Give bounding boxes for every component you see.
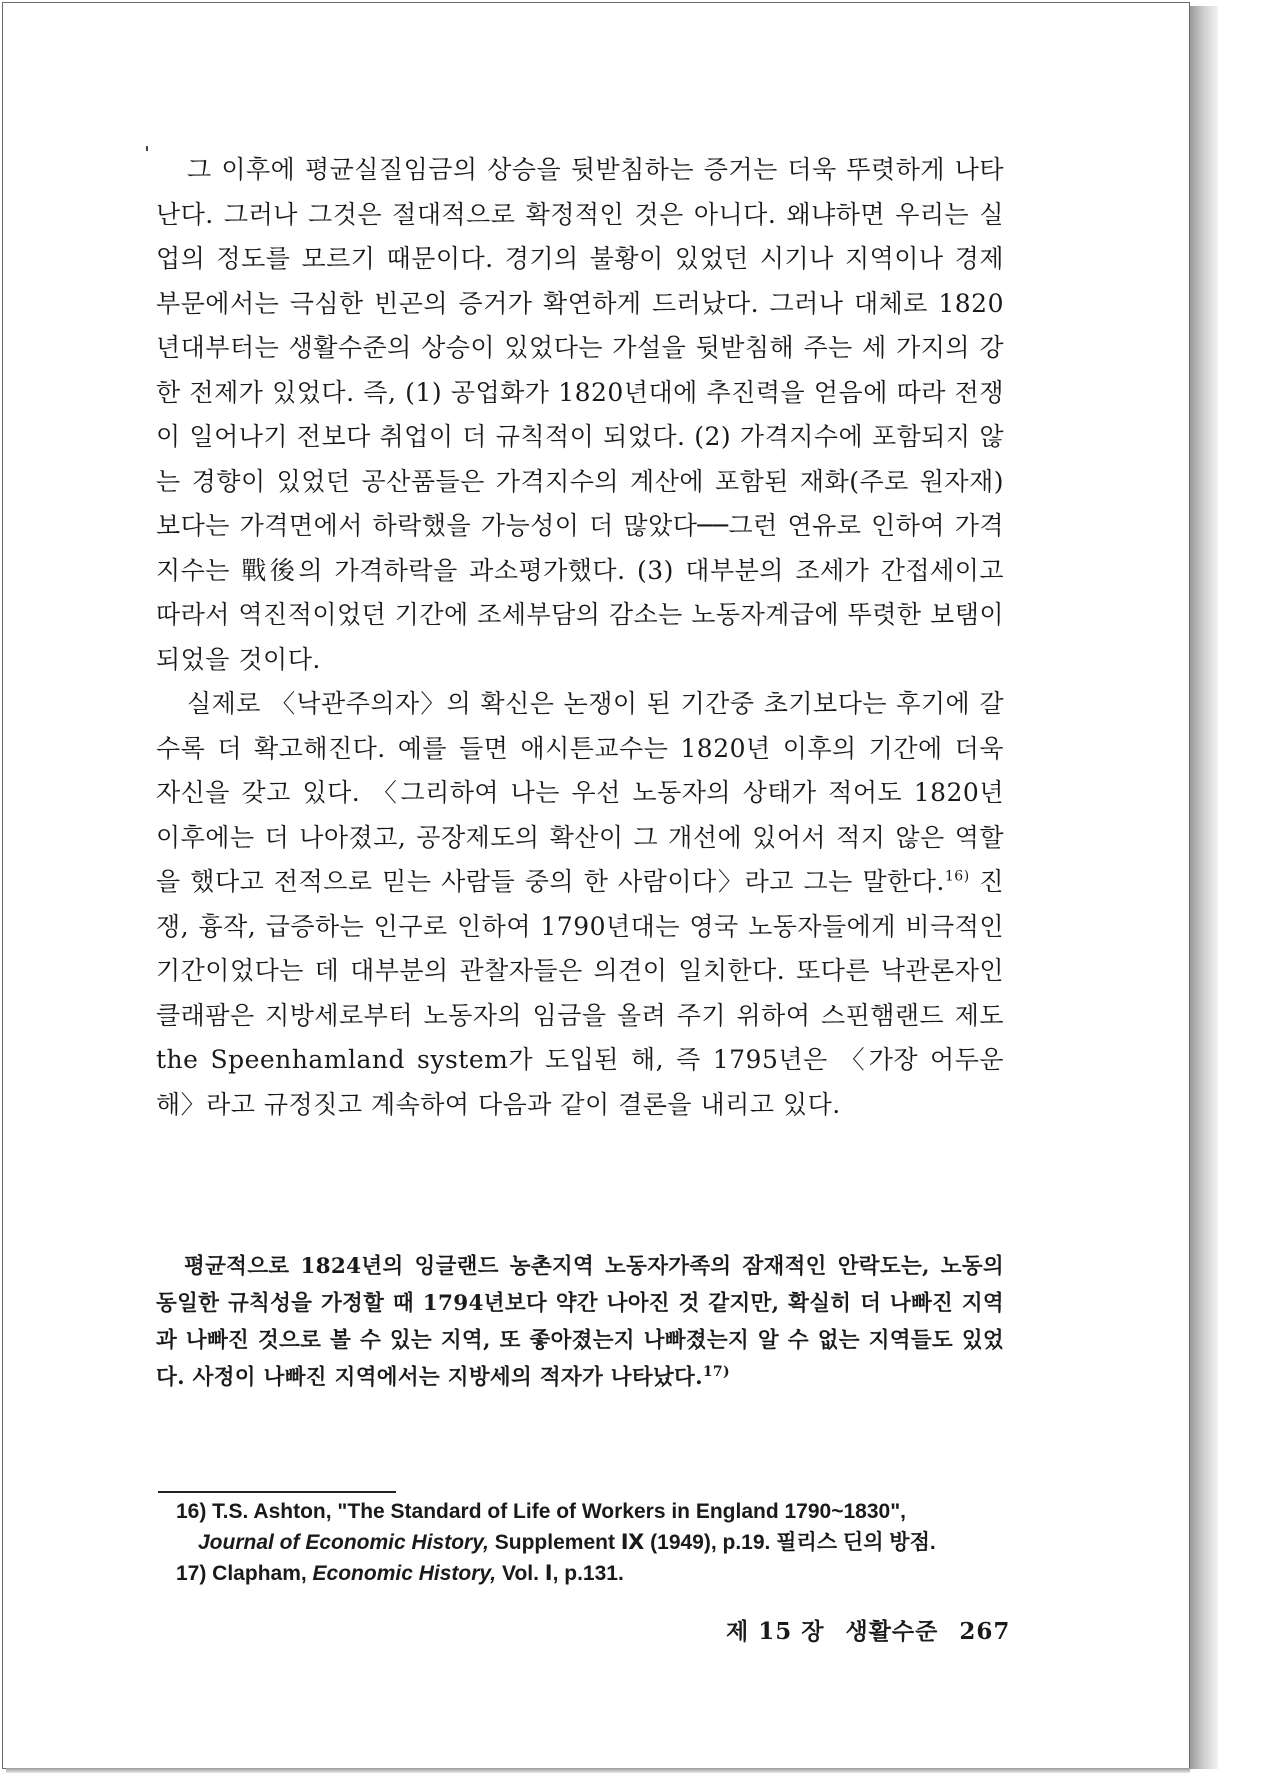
footnote-ref-17: 17) [702,1363,730,1380]
scan-mark [146,146,148,151]
footnote-ref-16: 16) [944,868,970,885]
chapter-title: 생활수준 [845,1618,939,1645]
running-footer [726,1613,1011,1646]
page-edge-shadow [1190,6,1218,1769]
paragraph-1: 그 이후에 평균실질임금의 상승을 뒷받침하는 증거는 더욱 뚜렷하게 나타난다. 그러나 그것은 절대적으로 확정적인 것은 아니다. 왜냐하면 우리는 실업의 정도를 모르기 때문이다. 경기의 불황이 있었던 시기나 지역이나 경제부문에서는 극심한 빈곤의 증거가 확연하게 드러났다. 그러나 대체로 1820년대부터는 생활수준의 상승이 있었다는 가설을 뒷받침해 주는 세 가지의 강한 전제가 있었다. 즉, (1) 공업화가 1820년대에 추진력을 얻음에 따라 전쟁이 일어나기 전보다 취업이 더 규칙적이 되었다. (2) 가격지수에 포함되지 않는 경향이 있었던 공산품들은 가격지수의 계산에 포함된 재화(주로 원자재)보다는 가격면에서 하락했을 가능성이 더 많았다──그런 연유로 인하여 가격지수는 戰後의 가격하락을 과소평가했다. (3) 대부분의 조세가 간접세이고 따라서 역진적이었던 기간에 조세부담의 감소는 노동자계급에 뚜렷한 보탬이 되었을 것이다. [156,155,1004,674]
chapter-label: 제 15 장 [726,1618,825,1645]
footnote-16: 16) T.S. Ashton, "The Standard of Life of Workers in England 1790~1830", [176,1500,906,1523]
footnote-17: 17) Clapham, Economic History, Vol. Ⅰ, p.131. [176,1562,624,1585]
footnote-divider [158,1491,396,1493]
footnotes [176,1496,1016,1589]
page-number: 267 [959,1618,1011,1645]
body-text [156,148,1004,1127]
footnote-16-cont: Journal of Economic History, Supplement Ⅸ (1949), p.19. 필리스 딘의 방점. [198,1531,936,1554]
block-quote: 평균적으로 1824년의 잉글랜드 농촌지역 노동자가족의 잠재적인 안락도는, 노동의 동일한 규칙성을 가정할 때 1794년보다 약간 나아진 것 같지만, 확실히 더 나빠진 지역과 나빠진 것으로 볼 수 있는 지역, 또 좋아졌는지 나빠졌는지 알 수 없는 지역들도 있었다. 사정이 나빠진 지역에서는 지방세의 적자가 나타났다.$^{17)}$ [156,1254,1004,1390]
paragraph-2: 실제로 〈낙관주의자〉의 확신은 논쟁이 된 기간중 초기보다는 후기에 갈수록 더 확고해진다. 예를 들면 애시튼교수는 1820년 이후의 기간에 더욱 자신을 갖고 있다. 〈그리하여 나는 우선 노동자의 상태가 적어도 1820년 이후에는 더 나아졌고, 공장제도의 확산이 그 개선에 있어서 적지 않은 역할을 했다고 전적으로 믿는 사람들 중의 한 사람이다〉라고 그는 말한다.$^{16)}$ 진쟁, 흉작, 급증하는 인구로 인하여 1790년대는 영국 노동자들에게 비극적인 기간이었다는 데 대부분의 관찰자들은 의견이 일치한다. 또다른 낙관론자인 클래팜은 지방세로부터 노동자의 임금을 올려 주기 위하여 스핀햄랜드 제도 the Speenhamland system가 도입된 해, 즉 1795년은 〈가장 어두운 해〉라고 규정짓고 계속하여 다음과 같이 결론을 내리고 있다. [156,689,1004,1119]
page-bottom-shadow [6,1768,1190,1773]
